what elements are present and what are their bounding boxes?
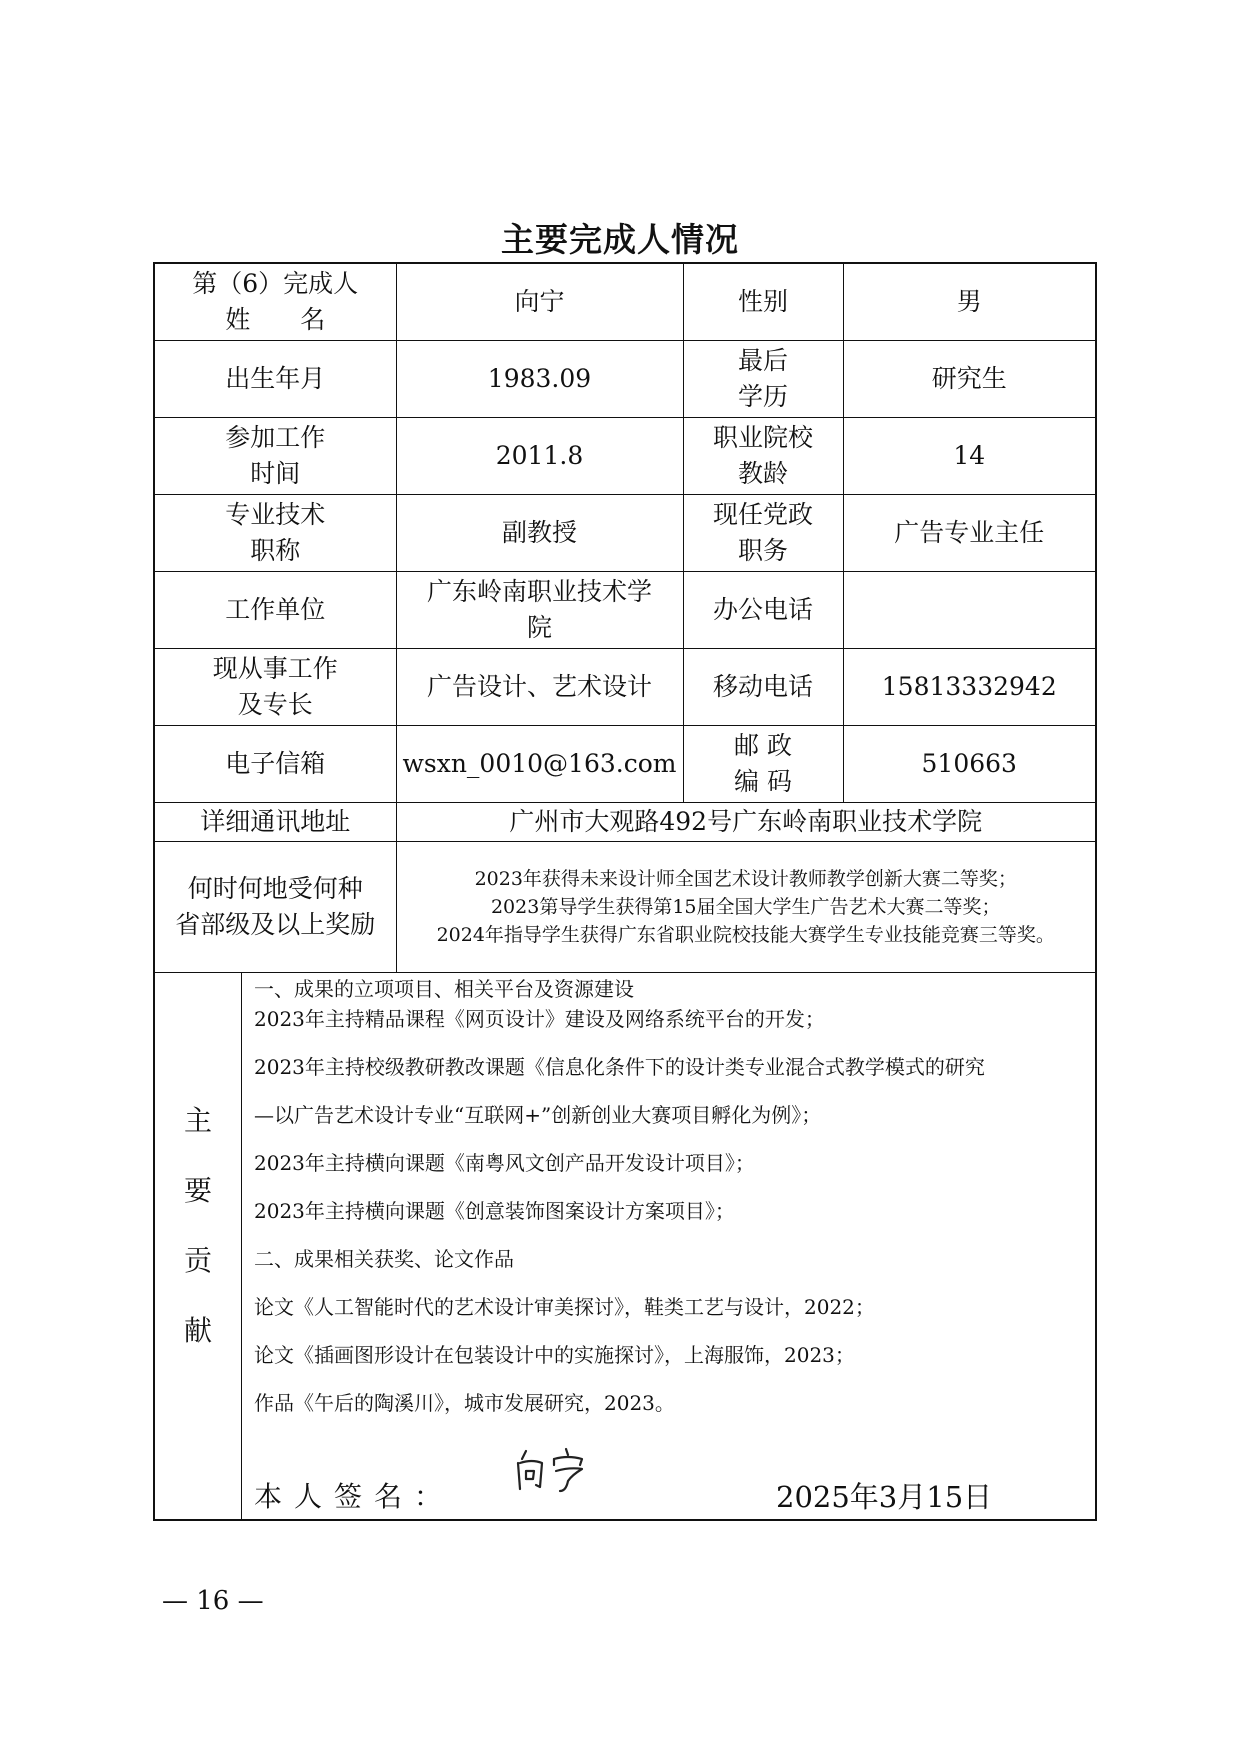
contribution-vertical-label	[155, 973, 242, 1519]
awards-value: 2023年获得未来设计师全国艺术设计教师教学创新大赛二等奖； 2023第导学生获得第15届全国大学生广告艺术大赛二等奖； 2024年指导学生获得广东省职业院校技能大赛学生专业技能竞赛三等奖。	[396, 842, 1096, 973]
specialty-label: 现从事工作 及专长	[154, 649, 396, 726]
postcode-value: 510663	[843, 726, 1096, 803]
contribution-line: 2023年主持横向课题《创意装饰图案设计方案项目》；	[254, 1199, 735, 1223]
professional-title-label: 专业技术 职称	[154, 495, 396, 572]
address-label: 详细通讯地址	[154, 803, 396, 842]
teaching-years-label: 职业院校 教龄	[683, 418, 843, 495]
mobile-value: 15813332942	[843, 649, 1096, 726]
postcode-label: 邮 政 编 码	[683, 726, 843, 803]
name-label: 第（6）完成人 姓 名	[154, 263, 396, 341]
contribution-line: 2023年主持校级教研教改课题《信息化条件下的设计类专业混合式教学模式的研究	[254, 1055, 985, 1079]
contribution-label-char: 献	[183, 1314, 212, 1347]
email-value: wsxn_0010@163.com	[396, 726, 683, 803]
gender-label: 性别	[683, 263, 843, 341]
work-start-value: 2011.8	[396, 418, 683, 495]
office-phone-value	[843, 572, 1096, 649]
completer-info-table	[153, 262, 1097, 1521]
contribution-label-char: 要	[183, 1174, 212, 1207]
contribution-line: 作品《午后的陶溪川》，城市发展研究，2023。	[254, 1391, 675, 1415]
contribution-label-char: 主	[183, 1104, 212, 1137]
contribution-line: 二、成果相关获奖、论文作品	[254, 1247, 514, 1271]
signature-label: 本人签名：	[254, 1480, 455, 1513]
mobile-label: 移动电话	[683, 649, 843, 726]
office-phone-label: 办公电话	[683, 572, 843, 649]
position-value: 广告专业主任	[843, 495, 1096, 572]
contribution-line: 论文《插画图形设计在包装设计中的实施探讨》，上海服饰，2023；	[254, 1343, 855, 1367]
contribution-content	[154, 973, 1096, 1521]
contribution-label-char: 贡	[183, 1244, 212, 1277]
education-label: 最后 学历	[683, 341, 843, 418]
professional-title-value: 副教授	[396, 495, 683, 572]
unit-value: 广东岭南职业技术学 院	[396, 572, 683, 649]
gender-value: 男	[843, 263, 1096, 341]
teaching-years-value: 14	[843, 418, 1096, 495]
page-title: 主要完成人情况	[501, 220, 739, 259]
name-value: 向宁	[396, 263, 683, 341]
signature-row	[242, 1439, 1095, 1520]
education-value: 研究生	[843, 341, 1096, 418]
unit-label: 工作单位	[154, 572, 396, 649]
position-label: 现任党政 职务	[683, 495, 843, 572]
contribution-line: —以广告艺术设计专业“互联网+”创新创业大赛项目孵化为例》；	[254, 1103, 822, 1127]
contribution-line: 一、成果的立项项目、相关平台及资源建设	[254, 977, 634, 1001]
contribution-line: 2023年主持精品课程《网页设计》建设及网络系统平台的开发；	[254, 1007, 825, 1031]
signature-date: 2025年3月15日	[776, 1480, 993, 1514]
contribution-line: 2023年主持横向课题《南粤风文创产品开发设计项目》；	[254, 1151, 755, 1175]
contribution-line: 论文《人工智能时代的艺术设计审美探讨》，鞋类工艺与设计，2022；	[254, 1295, 875, 1319]
email-label: 电子信箱	[154, 726, 396, 803]
handwritten-signature	[512, 1441, 596, 1497]
specialty-value: 广告设计、艺术设计	[396, 649, 683, 726]
address-value: 广州市大观路492号广东岭南职业技术学院	[396, 803, 1096, 842]
work-start-label: 参加工作 时间	[154, 418, 396, 495]
awards-label: 何时何地受何种 省部级及以上奖励	[154, 842, 396, 973]
page-number: — 16 —	[162, 1586, 264, 1616]
birth-value: 1983.09	[396, 341, 683, 418]
birth-label: 出生年月	[154, 341, 396, 418]
